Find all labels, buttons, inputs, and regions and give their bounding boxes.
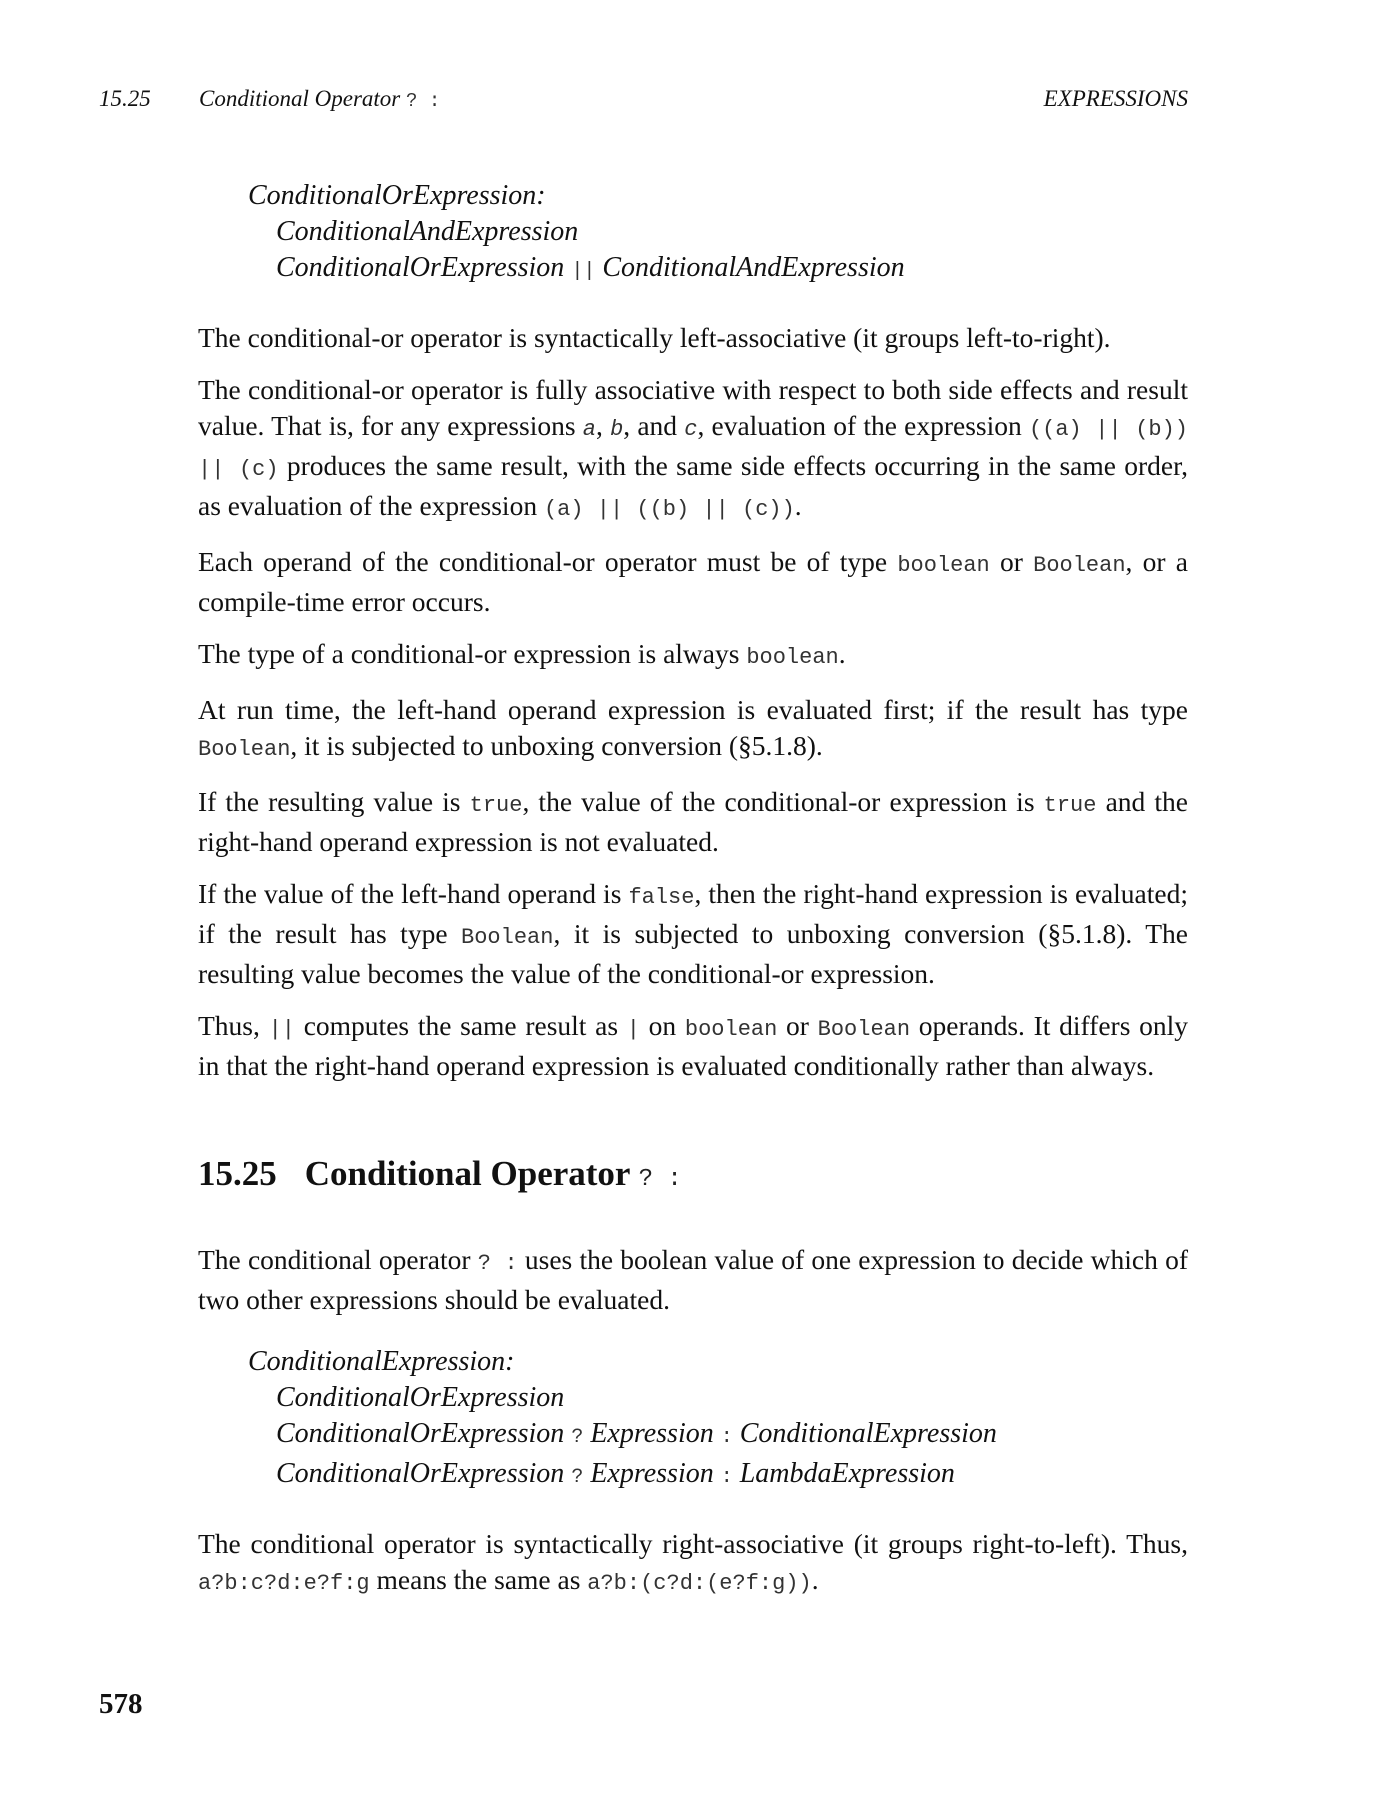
paragraph: The conditional operator ? : uses the boolean value of one expression to decide which of two other expressions should be evaluated. [198, 1244, 1188, 1315]
page-number: 578 [99, 1688, 143, 1720]
section-heading: 15.25 Conditional Operator ? : [198, 1154, 682, 1193]
grammar-lhs: ConditionalExpression: [248, 1346, 515, 1377]
paragraph: The conditional operator is syntactically right-associative (it groups right-to-left). Thus, a?b:c?d:e?f:g means the same as a?b:(c?d:(e?f:g)). [198, 1528, 1188, 1596]
running-header [99, 86, 1188, 116]
paragraph: Each operand of the conditional-or operator must be of type boolean or Boolean, or a compile-time error occurs. [198, 546, 1188, 617]
grammar-conditional-expression [248, 1344, 1188, 1496]
header-section-title: Conditional Operator ? : [199, 86, 441, 112]
grammar-alternative: ConditionalOrExpression ? Expression : LambdaExpression [276, 1458, 955, 1489]
grammar-conditional-or [248, 178, 1188, 290]
grammar-alternative: ConditionalOrExpression || ConditionalAndExpression [276, 252, 905, 283]
paragraph: At run time, the left-hand operand expression is evaluated first; if the result has type Boolean, it is subjected to unboxing conversion (§5.1.8). [198, 694, 1188, 762]
page-content [198, 178, 1188, 1618]
header-section-operator: ? : [406, 90, 441, 112]
grammar-alternative: ConditionalOrExpression ? Expression : ConditionalExpression [276, 1418, 997, 1449]
paragraph: The conditional-or operator is fully associative with respect to both side effects and result value. That is, for any expressions a, b, and c, evaluation of the expression ((a) || (b)) || (c) produces the same result, with the same side effects occurring in the same order, as evaluation of the expression (a) || ((b) || (c)). [198, 374, 1188, 522]
header-chapter-name: EXPRESSIONS [1043, 86, 1188, 111]
paragraph: The conditional-or operator is syntactically left-associative (it groups left-to-right). [198, 322, 1111, 353]
paragraph: If the resulting value is true, the value of the conditional-or expression is true and the right-hand operand expression is not evaluated. [198, 786, 1188, 857]
grammar-alternative: ConditionalOrExpression [276, 1382, 565, 1413]
grammar-lhs: ConditionalOrExpression: [248, 180, 546, 211]
header-section-number: 15.25 [99, 86, 151, 111]
grammar-alternative: ConditionalAndExpression [276, 216, 579, 247]
paragraph: The type of a conditional-or expression is always boolean. [198, 638, 846, 670]
paragraph: Thus, || computes the same result as | on boolean or Boolean operands. It differs only in that the right-hand operand expression is evaluated conditionally rather than always. [198, 1010, 1189, 1081]
paragraph: If the value of the left-hand operand is false, then the right-hand expression is evaluated; if the result has type Boolean, it is subjected to unboxing conversion (§5.1.8). The resulting value becomes the value of the conditional-or expression. [198, 878, 1188, 989]
